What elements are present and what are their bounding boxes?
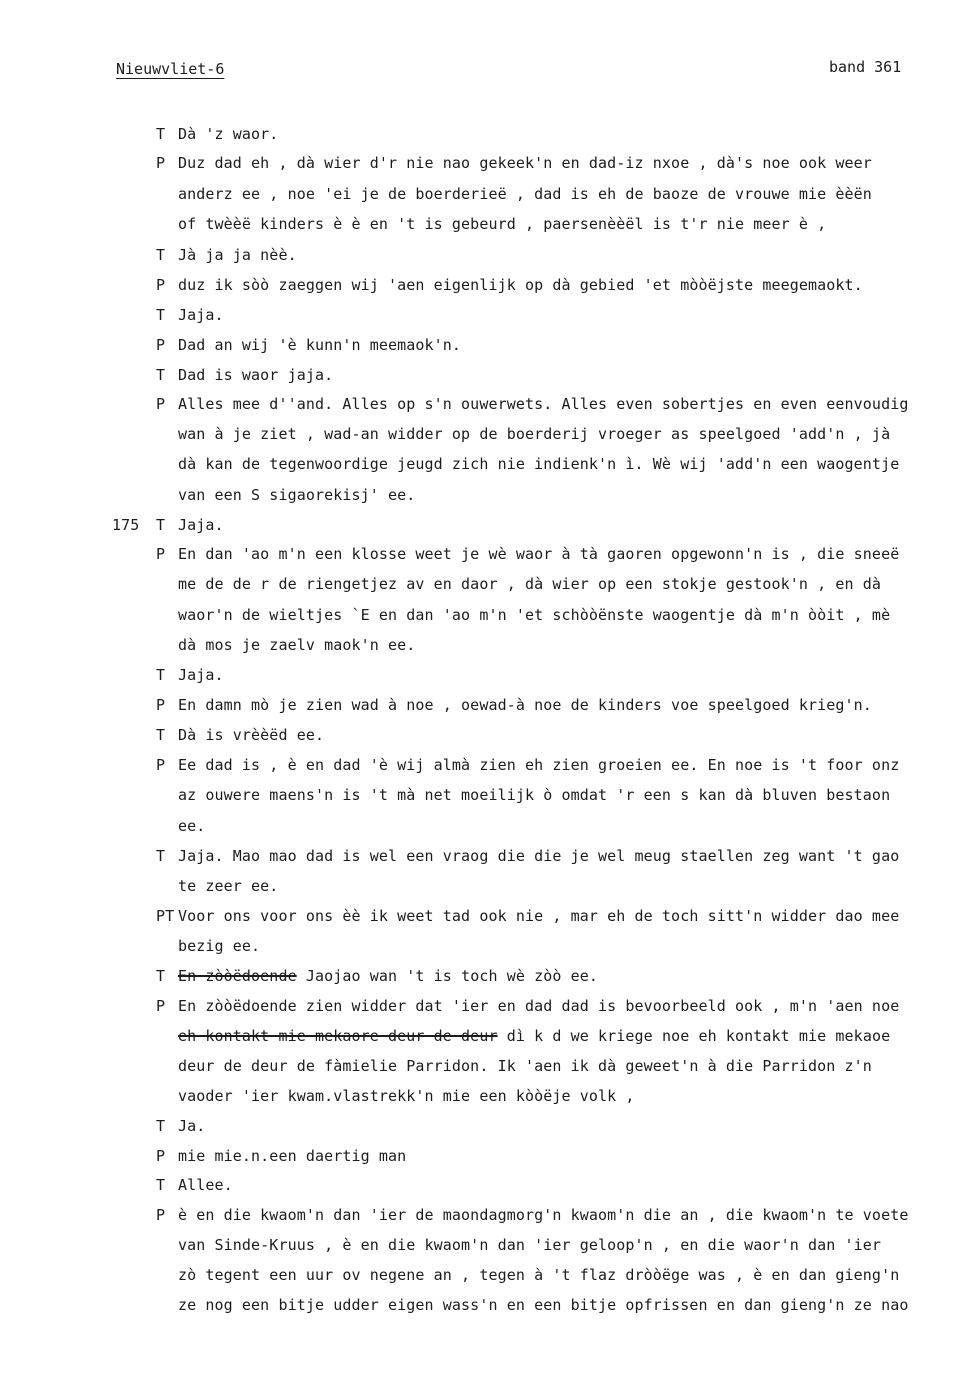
speaker-label: T — [156, 666, 166, 684]
speaker-label: P — [156, 1206, 166, 1224]
speaker-label: T — [156, 306, 166, 324]
utterance-text-rest: Jaojao wan 't is toch wè zòò ee. — [305, 967, 599, 985]
utterance-text: Dà 'z waor. — [178, 125, 279, 143]
speaker-label: P — [156, 997, 166, 1015]
speaker-label: T — [156, 726, 166, 744]
utterance-text: Dad an wij 'è kunn'n meemaok'n. — [178, 336, 462, 354]
document-title: Nieuwvliet-6 — [116, 60, 225, 78]
utterance-text: duz ik sòò zaeggen wij 'aen eigenlijk op dà gebied 'et mòòëjste meegemaokt. — [178, 276, 863, 294]
utterance-text: anderz ee , noe 'ei je de boerderieë , dad is eh de baoze de vrouwe mie èèën — [178, 185, 872, 203]
utterance-text: van Sinde-Kruus , è en die kwaom'n dan 'ier geloop'n , en die waor'n dan 'ier — [178, 1236, 882, 1254]
utterance-text: Allee. — [178, 1176, 233, 1194]
utterance-text: vaoder 'ier kwam.vlastrekk'n mie een kòòëje volk , — [178, 1087, 635, 1105]
speaker-label: T — [156, 1117, 166, 1135]
utterance-text: bezig ee. — [178, 937, 261, 955]
speaker-label: P — [156, 1147, 166, 1165]
utterance-text: zò tegent een uur ov negene an , tegen à 't flaz dròòëge was , è en dan gieng'n — [178, 1266, 900, 1284]
utterance-text: En damn mò je zien wad à noe , oewad-à noe de kinders voe speelgoed krieg'n. — [178, 696, 872, 714]
tape-band-number: band 361 — [829, 58, 902, 76]
utterance-text: Jaja. Mao mao dad is wel een vraog die die je wel meug staellen zeg want 't gao — [178, 847, 900, 865]
speaker-label: P — [156, 395, 166, 413]
utterance-text: ee. — [178, 817, 206, 835]
utterance-text: En zòòëdoende zien widder dat 'ier en dad dad is bevoorbeeld ook , m'n 'aen noe — [178, 997, 900, 1015]
speaker-label: T — [156, 967, 166, 985]
line-number: 175 — [112, 516, 140, 534]
utterance-text: az ouwere maens'n is 't mà net moeilijk ò omdat 'r een s kan dà bluven bestaon — [178, 786, 891, 804]
speaker-label: P — [156, 756, 166, 774]
utterance-text: Ja. — [178, 1117, 206, 1135]
speaker-label: T — [156, 125, 166, 143]
speaker-label: T — [156, 366, 166, 384]
utterance-text: Alles mee d''and. Alles op s'n ouwerwets. Alles even sobertjes en even eenvoudig — [178, 395, 909, 413]
utterance-text: me de de r de riengetjez av en daor , dà wier op een stokje gestook'n , en dà — [178, 575, 882, 593]
speaker-label: PT — [156, 907, 175, 925]
utterance-text: Jaja. — [178, 666, 224, 684]
utterance-text: è en die kwaom'n dan 'ier de maondagmorg'n kwaom'n die an , die kwaom'n te voete — [178, 1206, 909, 1224]
utterance-text: van een S sigaorekisj' ee. — [178, 486, 416, 504]
speaker-label: T — [156, 847, 166, 865]
utterance-text: Jaja. — [178, 516, 224, 534]
utterance-text: Jaja. — [178, 306, 224, 324]
utterance-text-rest: dì k d we kriege noe eh kontakt mie mekaoe — [506, 1027, 891, 1045]
utterance-text: En dan 'ao m'n een klosse weet je wè waor à tà gaoren opgewonn'n is , die sneeë — [178, 545, 900, 563]
utterance-text: Jà ja ja nèè. — [178, 246, 297, 264]
utterance-text: deur de deur de fàmielie Parridon. Ik 'aen ik dà geweet'n à die Parridon z'n — [178, 1057, 872, 1075]
struck-out-text: En zòòëdoende — [178, 967, 297, 985]
speaker-label: P — [156, 154, 166, 172]
utterance-text: wan à je ziet , wad-an widder op de boerderij vroeger as speelgoed 'add'n , jà — [178, 425, 891, 443]
speaker-label: P — [156, 276, 166, 294]
speaker-label: T — [156, 516, 166, 534]
utterance-text: waor'n de wieltjes `E en dan 'ao m'n 'et schòòënste waogentje dà m'n òòit , mè — [178, 606, 891, 624]
utterance-text: of twèèë kinders è è en 't is gebeurd , paersenèèël is t'r nie meer è , — [178, 215, 827, 233]
utterance-text: Dad is waor jaja. — [178, 366, 334, 384]
utterance-text: dà kan de tegenwoordige jeugd zich nie indienk'n ì. Wè wij 'add'n een waogentje — [178, 455, 900, 473]
utterance-text — [178, 964, 598, 988]
utterance-text — [178, 1024, 890, 1048]
speaker-label: P — [156, 696, 166, 714]
utterance-text: Duz dad eh , dà wier d'r nie nao gekeek'n en dad-iz nxoe , dà's noe ook weer — [178, 154, 872, 172]
utterance-text: te zeer ee. — [178, 877, 279, 895]
utterance-text: Ee dad is , è en dad 'è wij almà zien eh zien groeien ee. En noe is 't foor onz — [178, 756, 900, 774]
struck-out-text: eh kontakt mie mekaore deur de deur — [178, 1027, 498, 1045]
utterance-text: mie mie.n.een daertig man — [178, 1147, 407, 1165]
speaker-label: T — [156, 246, 166, 264]
speaker-label: P — [156, 336, 166, 354]
utterance-text: Voor ons voor ons èè ik weet tad ook nie , mar eh de toch sitt'n widder dao mee — [178, 907, 900, 925]
utterance-text: dà mos je zaelv maok'n ee. — [178, 636, 416, 654]
utterance-text: ze nog een bitje udder eigen wass'n en een bitje opfrissen en dan gieng'n ze nao — [178, 1296, 909, 1314]
speaker-label: T — [156, 1176, 166, 1194]
utterance-text: Dà is vrèèëd ee. — [178, 726, 325, 744]
speaker-label: P — [156, 545, 166, 563]
